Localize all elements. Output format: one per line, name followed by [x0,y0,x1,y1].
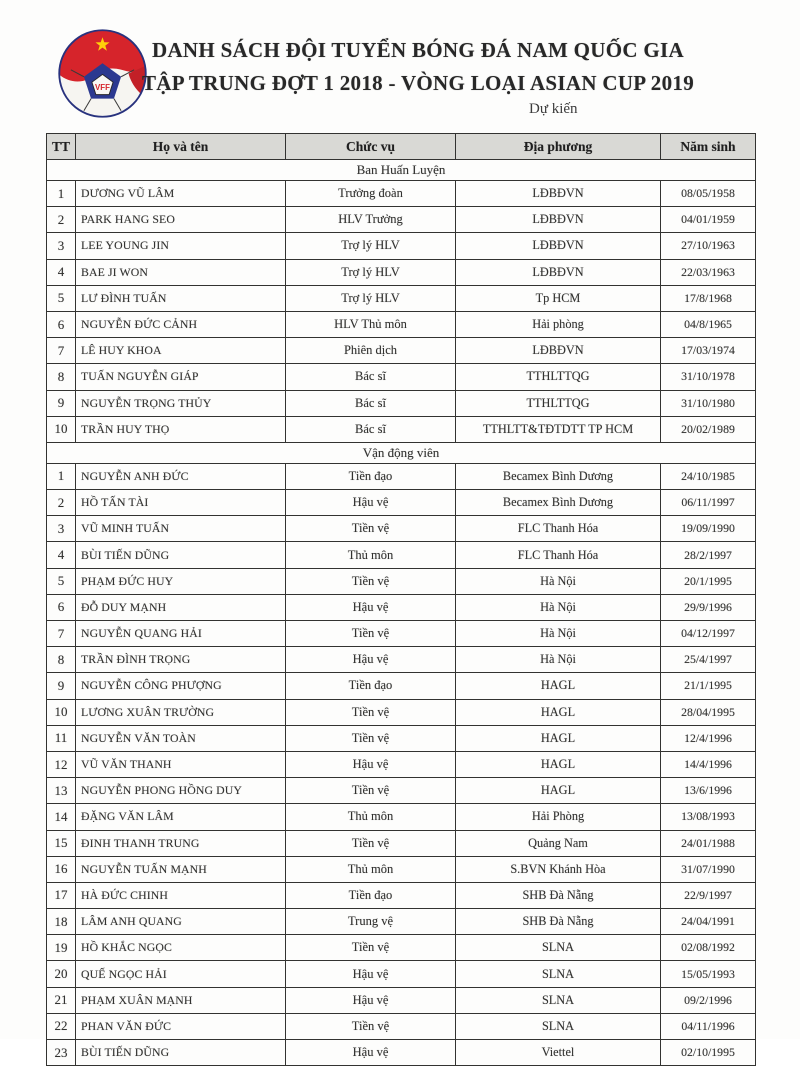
birth-cell: 17/03/1974 [661,338,756,364]
locality-cell: Hà Nội [456,621,661,647]
role-cell: Tiền vệ [286,516,456,542]
locality-cell: HAGL [456,778,661,804]
name-cell: LƯƠNG XUÂN TRƯỜNG [76,699,286,725]
name-cell: QUẾ NGỌC HẢI [76,961,286,987]
table-row [47,699,756,725]
birth-cell: 31/10/1978 [661,364,756,390]
role-cell: HLV Thủ môn [286,311,456,337]
role-cell: Hậu vệ [286,961,456,987]
tt-cell: 5 [47,568,76,594]
locality-cell: LĐBĐVN [456,207,661,233]
role-cell: Tiền vệ [286,1013,456,1039]
birth-cell: 20/02/1989 [661,416,756,442]
role-cell: Tiền vệ [286,568,456,594]
role-cell: Tiền đạo [286,673,456,699]
table-row [47,490,756,516]
role-cell: Trưởng đoàn [286,181,456,207]
name-cell: HÀ ĐỨC CHINH [76,882,286,908]
tt-cell: 19 [47,935,76,961]
birth-cell: 04/8/1965 [661,311,756,337]
table-row [47,621,756,647]
locality-cell: Quảng Nam [456,830,661,856]
table-row [47,856,756,882]
name-cell: BÙI TIẾN DŨNG [76,1040,286,1066]
name-cell: BAE JI WON [76,259,286,285]
locality-cell: HAGL [456,725,661,751]
role-cell: Bác sĩ [286,416,456,442]
locality-cell: TTHLTTQG [456,390,661,416]
locality-cell: HAGL [456,751,661,777]
name-cell: NGUYỄN VĂN TOÀN [76,725,286,751]
role-cell: Phiên dịch [286,338,456,364]
table-row [47,416,756,442]
locality-cell: S.BVN Khánh Hòa [456,856,661,882]
birth-cell: 27/10/1963 [661,233,756,259]
birth-cell: 22/03/1963 [661,259,756,285]
tt-cell: 5 [47,285,76,311]
table-row [47,909,756,935]
locality-cell: HAGL [456,673,661,699]
table-row [47,390,756,416]
name-cell: VŨ VĂN THANH [76,751,286,777]
birth-cell: 21/1/1995 [661,673,756,699]
table-row [47,673,756,699]
role-cell: Hậu vệ [286,987,456,1013]
table-row [47,285,756,311]
role-cell: Thủ môn [286,804,456,830]
locality-cell: SLNA [456,1013,661,1039]
birth-cell: 31/10/1980 [661,390,756,416]
tt-cell: 20 [47,961,76,987]
birth-cell: 02/08/1992 [661,935,756,961]
locality-cell: LĐBĐVN [456,233,661,259]
locality-cell: Becamex Bình Dương [456,463,661,489]
table-row [47,987,756,1013]
locality-cell: LĐBĐVN [456,259,661,285]
birth-cell: 28/2/1997 [661,542,756,568]
name-cell: NGUYỄN QUANG HẢI [76,621,286,647]
name-cell: NGUYỄN ANH ĐỨC [76,463,286,489]
locality-cell: Viettel [456,1040,661,1066]
tt-cell: 15 [47,830,76,856]
role-cell: Trung vệ [286,909,456,935]
role-cell: Trợ lý HLV [286,233,456,259]
table-row [47,338,756,364]
locality-cell: SLNA [456,987,661,1013]
locality-cell: FLC Thanh Hóa [456,516,661,542]
name-cell: TUẤN NGUYỄN GIÁP [76,364,286,390]
tt-cell: 10 [47,699,76,725]
name-cell: DƯƠNG VŨ LÂM [76,181,286,207]
table-row [47,594,756,620]
birth-cell: 31/07/1990 [661,856,756,882]
locality-cell: SLNA [456,961,661,987]
table-row [47,568,756,594]
tt-cell: 7 [47,338,76,364]
birth-cell: 06/11/1997 [661,490,756,516]
tt-cell: 11 [47,725,76,751]
name-cell: PHẠM ĐỨC HUY [76,568,286,594]
birth-cell: 24/10/1985 [661,463,756,489]
table-row [47,882,756,908]
roster-table [46,133,756,1066]
role-cell: Thủ môn [286,856,456,882]
table-row [47,1040,756,1066]
name-cell: PARK HANG SEO [76,207,286,233]
table-row [47,364,756,390]
tt-cell: 9 [47,673,76,699]
tt-cell: 4 [47,259,76,285]
table-row [47,181,756,207]
role-cell: Tiền vệ [286,830,456,856]
name-cell: LÂM ANH QUANG [76,909,286,935]
birth-cell: 09/2/1996 [661,987,756,1013]
table-row [47,463,756,489]
birth-cell: 02/10/1995 [661,1040,756,1066]
name-cell: TRẦN HUY THỌ [76,416,286,442]
birth-cell: 29/9/1996 [661,594,756,620]
tt-cell: 2 [47,207,76,233]
role-cell: Hậu vệ [286,751,456,777]
table-header-row [47,134,756,160]
locality-cell: SLNA [456,935,661,961]
column-header-name: Họ và tên [76,134,286,160]
role-cell: Tiền vệ [286,778,456,804]
section-row [47,442,756,463]
name-cell: LÊ HUY KHOA [76,338,286,364]
name-cell: LEE YOUNG JIN [76,233,286,259]
table-row [47,751,756,777]
role-cell: Tiền đạo [286,463,456,489]
role-cell: Thủ môn [286,542,456,568]
section-row [47,160,756,181]
name-cell: NGUYỄN TUẤN MẠNH [76,856,286,882]
tt-cell: 1 [47,463,76,489]
vff-logo [56,27,149,120]
locality-cell: Hà Nội [456,594,661,620]
birth-cell: 13/6/1996 [661,778,756,804]
table-row [47,647,756,673]
tt-cell: 23 [47,1040,76,1066]
locality-cell: TTHLTTQG [456,364,661,390]
tt-cell: 8 [47,647,76,673]
tt-cell: 13 [47,778,76,804]
note-du-kien: Dự kiến [529,101,578,117]
name-cell: TRẦN ĐÌNH TRỌNG [76,647,286,673]
table-row [47,778,756,804]
birth-cell: 22/9/1997 [661,882,756,908]
tt-cell: 6 [47,311,76,337]
birth-cell: 20/1/1995 [661,568,756,594]
table-row [47,542,756,568]
name-cell: ĐẶNG VĂN LÂM [76,804,286,830]
table-row [47,804,756,830]
locality-cell: Hà Nội [456,647,661,673]
role-cell: Hậu vệ [286,647,456,673]
locality-cell: Tp HCM [456,285,661,311]
role-cell: Tiền vệ [286,621,456,647]
birth-cell: 15/05/1993 [661,961,756,987]
locality-cell: FLC Thanh Hóa [456,542,661,568]
tt-cell: 9 [47,390,76,416]
locality-cell: HAGL [456,699,661,725]
role-cell: Hậu vệ [286,594,456,620]
locality-cell: LĐBĐVN [456,338,661,364]
tt-cell: 21 [47,987,76,1013]
tt-cell: 10 [47,416,76,442]
name-cell: ĐINH THANH TRUNG [76,830,286,856]
locality-cell: Hải phòng [456,311,661,337]
table-row [47,311,756,337]
table-body [47,160,756,1066]
name-cell: PHẠM XUÂN MẠNH [76,987,286,1013]
birth-cell: 24/01/1988 [661,830,756,856]
name-cell: ĐỖ DUY MẠNH [76,594,286,620]
locality-cell: Hà Nội [456,568,661,594]
role-cell: Bác sĩ [286,390,456,416]
birth-cell: 08/05/1958 [661,181,756,207]
birth-cell: 04/01/1959 [661,207,756,233]
role-cell: Bác sĩ [286,364,456,390]
name-cell: PHAN VĂN ĐỨC [76,1013,286,1039]
tt-cell: 1 [47,181,76,207]
table-row [47,830,756,856]
table-row [47,233,756,259]
role-cell: Tiền vệ [286,699,456,725]
table-row [47,725,756,751]
document-title [142,34,694,100]
birth-cell: 04/12/1997 [661,621,756,647]
table-row [47,207,756,233]
name-cell: HỒ KHẮC NGỌC [76,935,286,961]
locality-cell: Hải Phòng [456,804,661,830]
title-line-2: TẬP TRUNG ĐỢT 1 2018 - VÒNG LOẠI ASIAN CUP 2019 [142,71,695,95]
tt-cell: 3 [47,233,76,259]
role-cell: Tiền vệ [286,935,456,961]
locality-cell: SHB Đà Nẵng [456,909,661,935]
birth-cell: 17/8/1968 [661,285,756,311]
tt-cell: 3 [47,516,76,542]
name-cell: BÙI TIẾN DŨNG [76,542,286,568]
birth-cell: 14/4/1996 [661,751,756,777]
name-cell: VŨ MINH TUẤN [76,516,286,542]
role-cell: Hậu vệ [286,1040,456,1066]
role-cell: HLV Trưởng [286,207,456,233]
tt-cell: 7 [47,621,76,647]
name-cell: NGUYỄN PHONG HỒNG DUY [76,778,286,804]
locality-cell: LĐBĐVN [456,181,661,207]
tt-cell: 22 [47,1013,76,1039]
locality-cell: TTHLTT&TĐTDTT TP HCM [456,416,661,442]
role-cell: Trợ lý HLV [286,285,456,311]
birth-cell: 24/04/1991 [661,909,756,935]
name-cell: LƯ ĐÌNH TUẤN [76,285,286,311]
role-cell: Tiền vệ [286,725,456,751]
role-cell: Tiền đạo [286,882,456,908]
section-label: Vận động viên [47,442,756,463]
locality-cell: Becamex Bình Dương [456,490,661,516]
title-line-1: DANH SÁCH ĐỘI TUYỂN BÓNG ĐÁ NAM QUỐC GIA [152,38,684,62]
table-row [47,961,756,987]
tt-cell: 16 [47,856,76,882]
tt-cell: 12 [47,751,76,777]
table-row [47,516,756,542]
table-header [47,134,756,160]
tt-cell: 14 [47,804,76,830]
column-header-birth: Năm sinh [661,134,756,160]
birth-cell: 25/4/1997 [661,647,756,673]
birth-cell: 19/09/1990 [661,516,756,542]
birth-cell: 04/11/1996 [661,1013,756,1039]
table-row [47,1013,756,1039]
birth-cell: 28/04/1995 [661,699,756,725]
tt-cell: 2 [47,490,76,516]
column-header-locality: Địa phương [456,134,661,160]
tt-cell: 6 [47,594,76,620]
role-cell: Hậu vệ [286,490,456,516]
name-cell: NGUYỄN CÔNG PHƯỢNG [76,673,286,699]
table-row [47,259,756,285]
column-header-tt: TT [47,134,76,160]
role-cell: Trợ lý HLV [286,259,456,285]
name-cell: HỒ TẤN TÀI [76,490,286,516]
tt-cell: 4 [47,542,76,568]
locality-cell: SHB Đà Nẵng [456,882,661,908]
section-label: Ban Huấn Luyện [47,160,756,181]
column-header-role: Chức vụ [286,134,456,160]
tt-cell: 8 [47,364,76,390]
birth-cell: 12/4/1996 [661,725,756,751]
name-cell: NGUYỄN ĐỨC CẢNH [76,311,286,337]
birth-cell: 13/08/1993 [661,804,756,830]
table-row [47,935,756,961]
logo-text: VFF [95,82,110,92]
tt-cell: 17 [47,882,76,908]
name-cell: NGUYỄN TRỌNG THỦY [76,390,286,416]
tt-cell: 18 [47,909,76,935]
